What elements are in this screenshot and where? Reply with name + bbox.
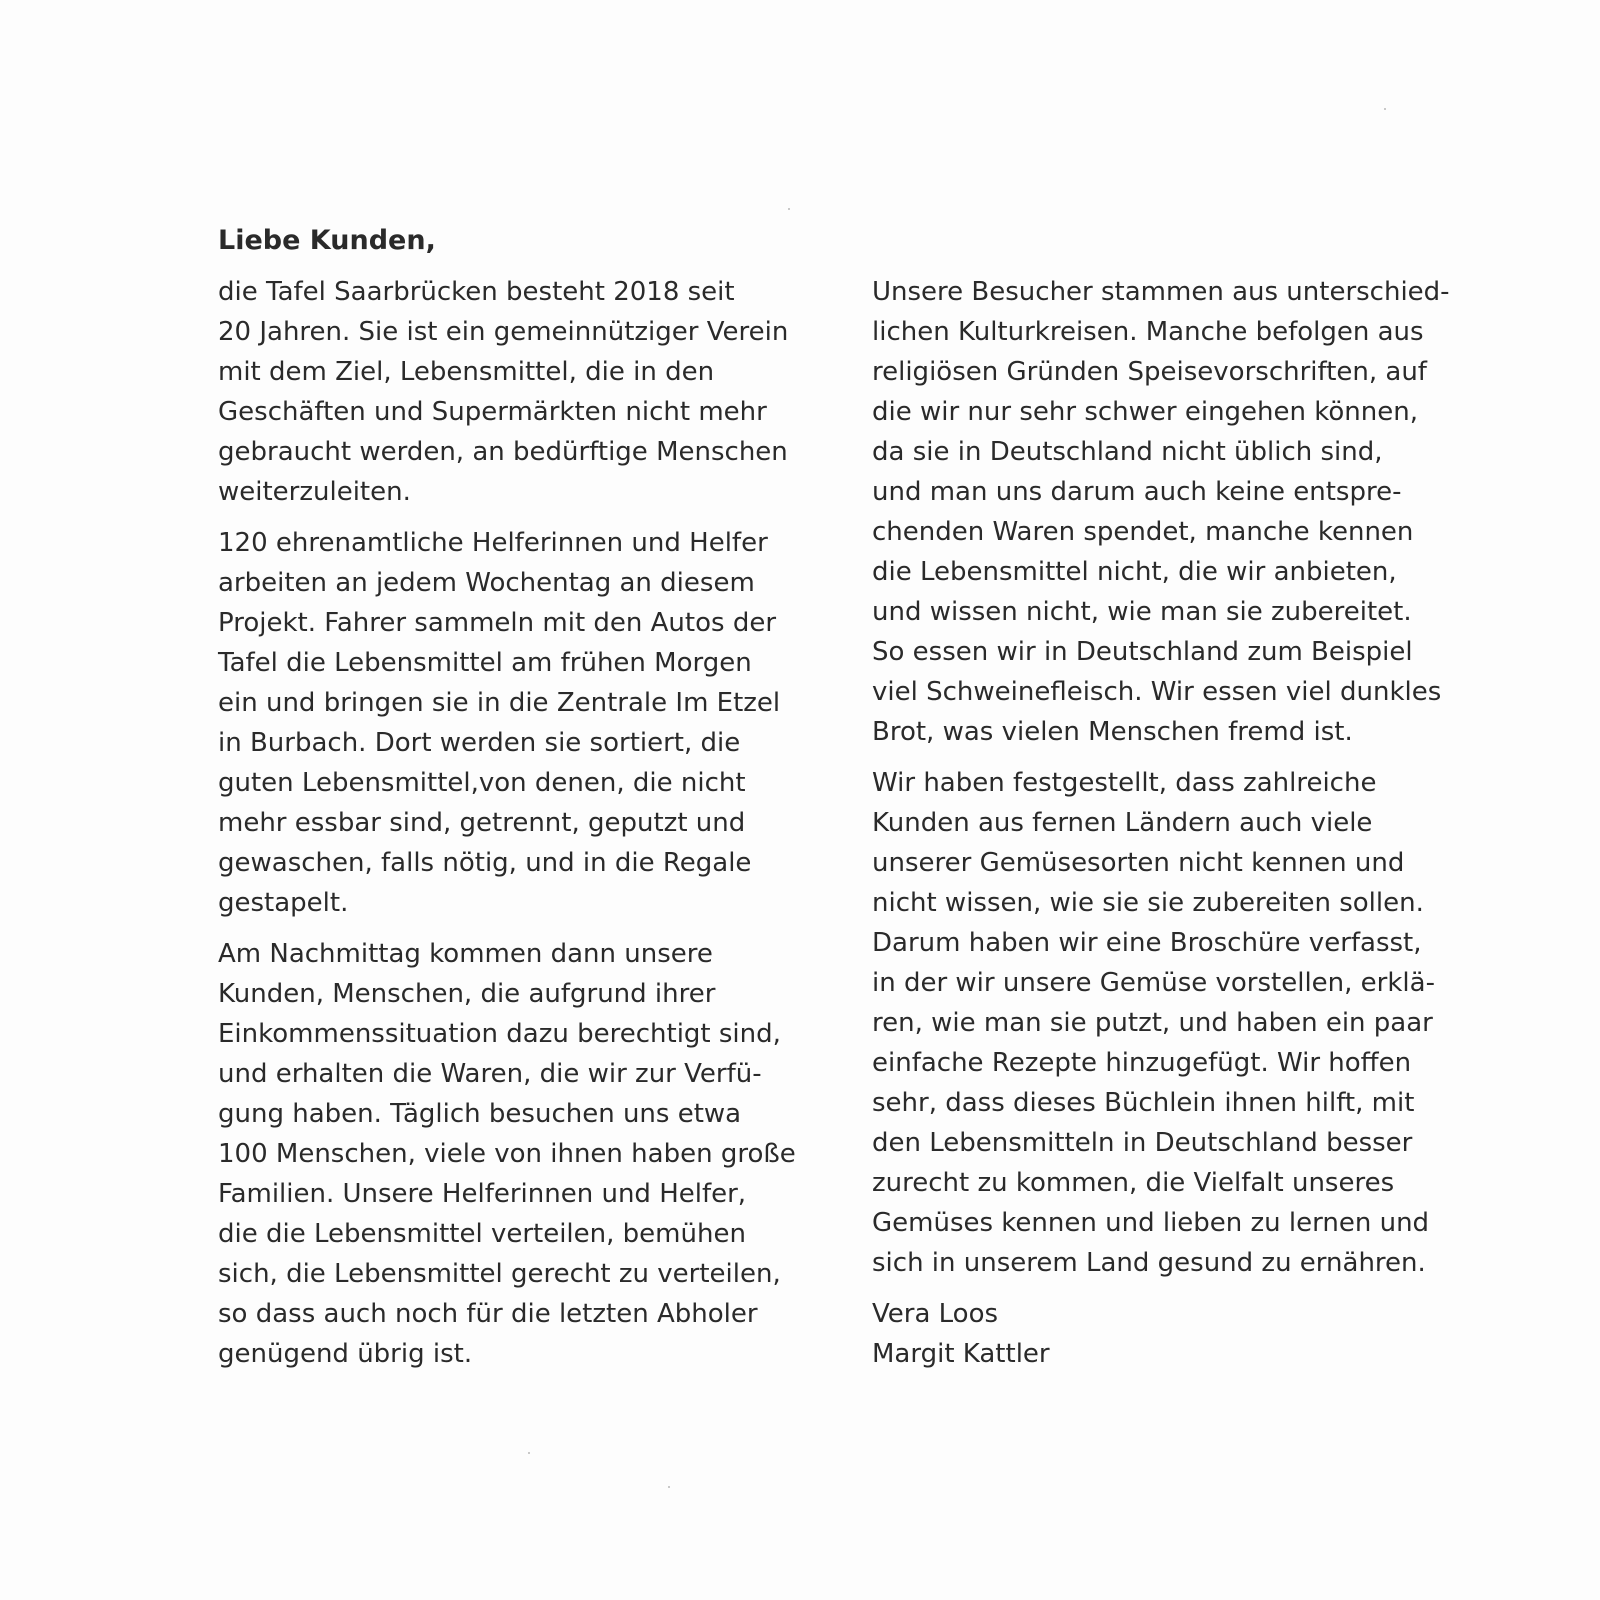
text-line: Unsere Besucher stammen aus unterschied-	[872, 277, 1450, 307]
right-column	[872, 272, 1492, 1374]
text-line: viel Schweinefleisch. Wir essen viel dunkles	[872, 677, 1442, 707]
text-line: lichen Kulturkreisen. Manche befolgen aus	[872, 317, 1424, 347]
signature-block	[872, 1294, 1492, 1374]
text-line: 20 Jahren. Sie ist ein gemeinnütziger Verein	[218, 317, 789, 347]
paragraph	[218, 934, 818, 1374]
signature-name: Vera Loos	[872, 1299, 999, 1329]
paragraph	[872, 272, 1492, 752]
text-line: sich, die Lebensmittel gerecht zu verteilen,	[218, 1259, 781, 1289]
text-line: in Burbach. Dort werden sie sortiert, die	[218, 728, 741, 758]
text-line: ein und bringen sie in die Zentrale Im Etzel	[218, 688, 781, 718]
paragraph	[872, 763, 1492, 1283]
text-line: gewaschen, falls nötig, und in die Regale	[218, 848, 752, 878]
text-line: die wir nur sehr schwer eingehen können,	[872, 397, 1418, 427]
text-line: guten Lebensmittel,von denen, die nicht	[218, 768, 746, 798]
text-line: arbeiten an jedem Wochentag an diesem	[218, 568, 755, 598]
text-line: die Tafel Saarbrücken besteht 2018 seit	[218, 277, 735, 307]
text-line: weiterzuleiten.	[218, 477, 411, 507]
text-line: zurecht zu kommen, die Vielfalt unseres	[872, 1168, 1395, 1198]
paragraph	[218, 272, 818, 512]
text-line: Geschäften und Supermärkten nicht mehr	[218, 397, 767, 427]
text-line: Kunden, Menschen, die aufgrund ihrer	[218, 979, 716, 1009]
text-line: nicht wissen, wie sie sie zubereiten sollen.	[872, 888, 1424, 918]
text-line: Einkommenssituation dazu berechtigt sind,	[218, 1019, 781, 1049]
text-line: So essen wir in Deutschland zum Beispiel	[872, 637, 1413, 667]
text-line: Brot, was vielen Menschen fremd ist.	[872, 717, 1353, 747]
text-line: gung haben. Täglich besuchen uns etwa	[218, 1099, 742, 1129]
text-line: Wir haben festgestellt, dass zahlreiche	[872, 768, 1377, 798]
text-line: Am Nachmittag kommen dann unsere	[218, 939, 713, 969]
text-line: unserer Gemüsesorten nicht kennen und	[872, 848, 1405, 878]
text-line: religiösen Gründen Speisevorschriften, auf	[872, 357, 1427, 387]
scan-speck	[528, 1452, 530, 1454]
text-line: Projekt. Fahrer sammeln mit den Autos der	[218, 608, 777, 638]
text-line: und man uns darum auch keine entspre-	[872, 477, 1402, 507]
scan-speck	[788, 208, 790, 210]
text-line: mehr essbar sind, getrennt, geputzt und	[218, 808, 746, 838]
text-line: chenden Waren spendet, manche kennen	[872, 517, 1414, 547]
text-line: 120 ehrenamtliche Helferinnen und Helfer	[218, 528, 768, 558]
text-line: die die Lebensmittel verteilen, bemühen	[218, 1219, 746, 1249]
text-line: so dass auch noch für die letzten Abholer	[218, 1299, 758, 1329]
text-line: einfache Rezepte hinzugefügt. Wir hoffen	[872, 1048, 1412, 1078]
text-line: 100 Menschen, viele von ihnen haben große	[218, 1139, 796, 1169]
text-line: da sie in Deutschland nicht üblich sind,	[872, 437, 1383, 467]
text-line: den Lebensmitteln in Deutschland besser	[872, 1128, 1413, 1158]
text-line: und wissen nicht, wie man sie zubereitet.	[872, 597, 1412, 627]
text-line: sehr, dass dieses Büchlein ihnen hilft, mit	[872, 1088, 1415, 1118]
signature-name: Margit Kattler	[872, 1339, 1050, 1369]
salutation: Liebe Kunden,	[218, 225, 436, 256]
text-line: gebraucht werden, an bedürftige Menschen	[218, 437, 788, 467]
text-line: und erhalten die Waren, die wir zur Verfü-	[218, 1059, 762, 1089]
text-line: sich in unserem Land gesund zu ernähren.	[872, 1248, 1426, 1278]
text-line: genügend übrig ist.	[218, 1339, 473, 1369]
text-line: Familien. Unsere Helferinnen und Helfer,	[218, 1179, 747, 1209]
scan-speck	[668, 1486, 670, 1488]
text-line: Gemüses kennen und lieben zu lernen und	[872, 1208, 1430, 1238]
paragraph	[218, 523, 818, 923]
text-line: die Lebensmittel nicht, die wir anbieten,	[872, 557, 1397, 587]
text-line: Tafel die Lebensmittel am frühen Morgen	[218, 648, 752, 678]
scan-speck	[1384, 108, 1386, 110]
text-line: in der wir unsere Gemüse vorstellen, erklä-	[872, 968, 1435, 998]
text-line: ren, wie man sie putzt, und haben ein paar	[872, 1008, 1433, 1038]
text-line: gestapelt.	[218, 888, 349, 918]
text-line: mit dem Ziel, Lebensmittel, die in den	[218, 357, 715, 387]
text-line: Darum haben wir eine Broschüre verfasst,	[872, 928, 1422, 958]
left-column	[218, 272, 818, 1385]
text-line: Kunden aus fernen Ländern auch viele	[872, 808, 1373, 838]
